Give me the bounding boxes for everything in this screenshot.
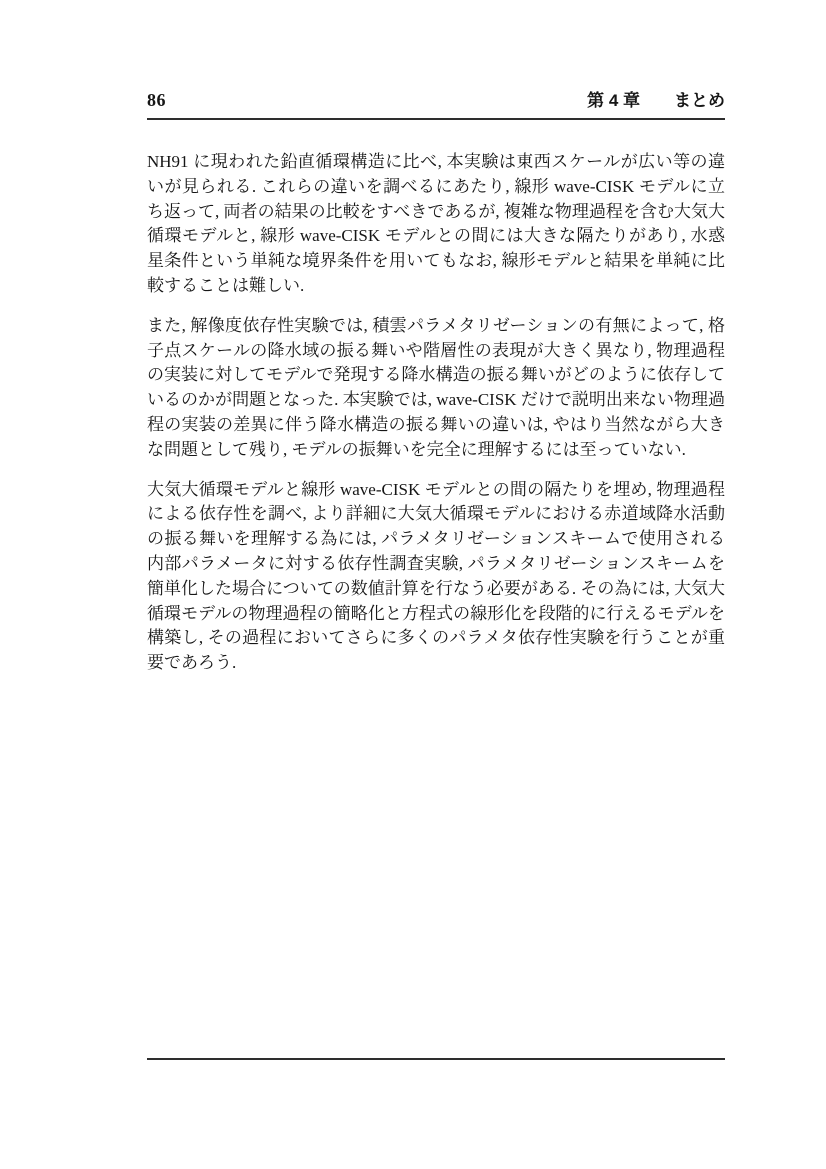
paragraph-2: また, 解像度依存性実験では, 積雲パラメタリゼーションの有無によって, 格子点スケールの降水域の振る舞いや階層性の表現が大きく異なり, 物理過程の実装に対してモデルで発現する降水構造の振る舞いがどのように依存しているのかが問題となった. 本実験では, wave-CISK だけで説明出来ない物理過程の実装の差異に伴う降水構造の振る舞いの違いは, やはり当然ながら大きな問題として残り, モデルの振舞いを完全に理解するには至っていない. — [147, 315, 725, 459]
paragraph-3: 大気大循環モデルと線形 wave-CISK モデルとの間の隔たりを埋め, 物理過程による依存性を調べ, より詳細に大気大循環モデルにおける赤道域降水活動の振る舞いを理解する為には, パラメタリゼーションスキームで使用される内部パラメータに対する依存性調査実験, パラメタリゼーションスキームを簡単化した場合についての数値計算を行なう必要がある. その為には, 大気大循環モデルの物理過程の簡略化と方程式の線形化を段階的に行えるモデルを構築し, その過程においてさらに多くのパラメタ依存性実験を行うことが重要であろう. — [147, 479, 725, 673]
footer-rule — [147, 1058, 725, 1060]
paragraph-1: NH91 に現われた鉛直循環構造に比べ, 本実験は東西スケールが広い等の違いが見られる. これらの違いを調べるにあたり, 線形 wave-CISK モデルに立ち返って, 両者の結果の比較をすべきであるが, 複雑な物理過程を含む大気大循環モデルと, 線形 wave-CISK モデルとの間には大きな隔たりがあり, 水惑星条件という単純な境界条件を用いてもなお, 線形モデルと結果を単純に比較することは難しい. — [147, 152, 725, 295]
page-header — [147, 86, 725, 120]
chapter-title: 第 4 章 まとめ — [587, 91, 725, 110]
text-column — [147, 0, 725, 676]
page-body — [147, 150, 725, 676]
page-number: 86 — [147, 90, 166, 110]
